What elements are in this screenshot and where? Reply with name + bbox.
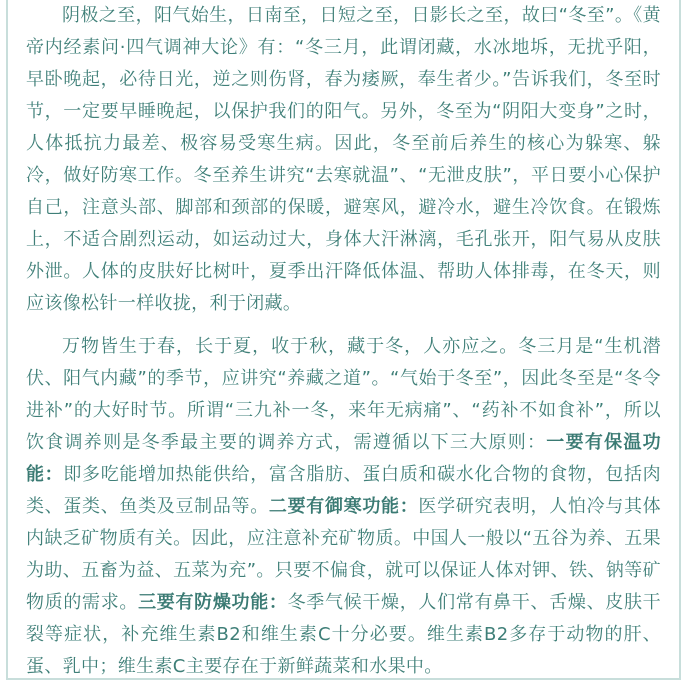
article-paragraph-diet [26,331,661,683]
principle-1-heading: 一要有保温功能： [26,432,661,485]
principle-3-text: 冬季气候干燥，人们常有鼻干、舌燥、皮肤干裂等症状，补充维生素B2和维生素C十分必要。维生素B2多存于动物的肝、蛋、乳中；维生素C主要存在于新鲜蔬菜和水果中。 [26,592,662,677]
right-border-line [679,0,681,680]
principle-3-heading: 三要有防燥功能： [138,592,288,613]
principle-2-text: 医学研究表明，人怕冷与其体内缺乏矿物质有关。因此，应注意补充矿物质。中国人一般以“五谷为养、五果为助、五畜为益、五菜为充”。只要不偏食，就可以保证人体对钾、铁、钠等矿物质的需求。 [26,496,661,613]
left-border-line [6,0,8,680]
diet-intro-text: 万物皆生于春，长于夏，收于秋，藏于冬，人亦应之。冬三月是“生机潜伏、阳气内藏”的季节，应讲究“养藏之道”。“气始于冬至”，因此冬至是“冬令进补”的大好时节。所谓“三九补一冬，来年无病痛”、“药补不如食补”，所以饮食调养则是冬季最主要的调养方式，需遵循以下三大原则： [26,336,661,453]
principle-1-text: 即多吃能增加热能供给，富含脂肪、蛋白质和碳水化合物的食物，包括肉类、蛋类、鱼类及豆制品等。 [26,464,661,517]
article-paragraph-winter-solstice: 阴极之至，阳气始生，日南至，日短之至，日影长之至，故曰“冬至”。《黄帝内经素问·四气调神大论》有：“冬三月，此谓闭藏，水冰地坼，无扰乎阳，早卧晚起，必待日光，逆之则伤肾，春为痿厥，奉生者少。”告诉我们，冬至时节，一定要早睡晚起，以保护我们的阳气。另外，冬至为“阴阳大变身”之时，人体抵抗力最差、极容易受寒生病。因此，冬至前后养生的核心为躲寒、躲冷，做好防寒工作。冬至养生讲究“去寒就温”、“无泄皮肤”，平日要小心保护自己，注意头部、脚部和颈部的保暖，避寒风，避冷水，避生冷饮食。在锻炼上，不适合剧烈运动，如运动过大，身体大汗淋漓，毛孔张开，阳气易从皮肤外泄。人体的皮肤好比树叶，夏季出汗降低体温、帮助人体排毒，在冬天，则应该像松针一样收拢，利于闭藏。 [26,5,661,314]
principle-2-heading: 二要有御寒功能： [268,496,419,517]
